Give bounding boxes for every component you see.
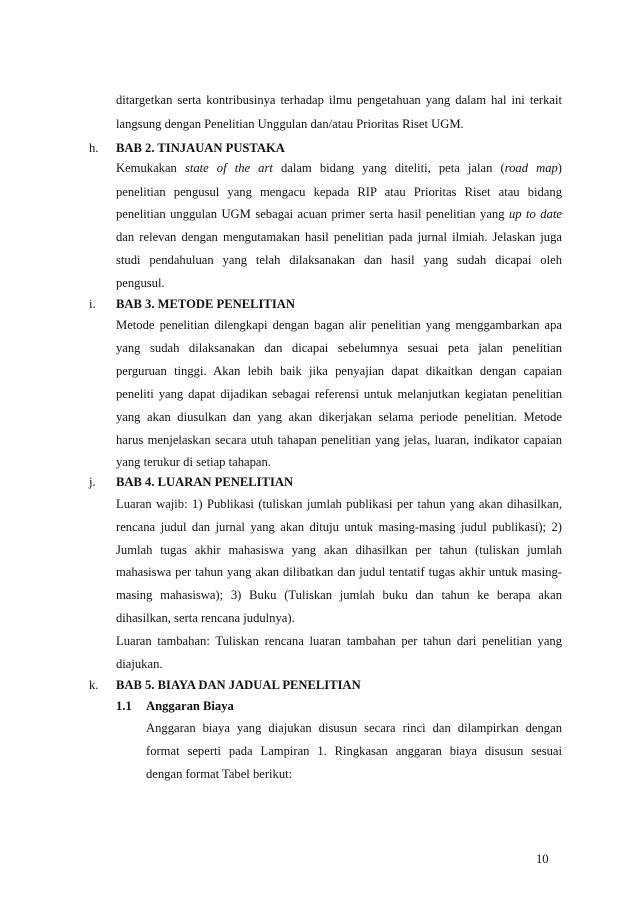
section-heading-bab4: BAB 4. LUARAN PENELITIAN	[116, 475, 294, 489]
section-heading-bab5: BAB 5. BIAYA DAN JADUAL PENELITIAN	[116, 678, 361, 692]
body-text-line: Kemukakan state of the art dalam bidang yang diteliti, peta jalan (road map)	[116, 161, 562, 175]
body-text-line: pengusul.	[116, 276, 165, 290]
body-text-line: perguruan tinggi. Akan lebih baik jika penyajian dapat dikaitkan dengan capaian	[116, 364, 562, 378]
italic-term: state of the art	[184, 161, 273, 175]
subsection-number: 1.1	[116, 699, 132, 713]
body-text-line: harus menjelaskan secara utuh tahapan penelitian yang jelas, luaran, indikator capaian	[116, 433, 562, 447]
body-text-line: yang akan diusulkan dan yang akan dikerjakan selama periode penelitian. Metode	[116, 410, 562, 424]
section-heading-bab3: BAB 3. METODE PENELITIAN	[116, 297, 295, 311]
italic-term: road map	[504, 161, 558, 175]
body-text-line: studi pendahuluan yang telah dilaksanakan dan hasil yang sudah dicapai oleh	[116, 253, 562, 267]
body-text-line: dengan format Tabel berikut:	[146, 767, 293, 781]
body-text-line: dan relevan dengan mengutamakan hasil penelitian pada jurnal ilmiah. Jelaskan juga	[116, 230, 562, 244]
subsection-heading-anggaran: Anggaran Biaya	[146, 699, 234, 713]
body-text-line: diajukan.	[116, 657, 163, 671]
body-text-line: dihasilkan, serta rencana judulnya).	[116, 611, 295, 625]
list-label-k: k.	[89, 678, 99, 692]
body-text-line: Metode penelitian dilengkapi dengan bagan alir penelitian yang menggambarkan apa	[116, 318, 562, 332]
body-text-line: Luaran tambahan: Tuliskan rencana luaran tambahan per tahun dari penelitian yang	[116, 634, 562, 648]
body-text-line: format seperti pada Lampiran 1. Ringkasan anggaran biaya disusun sesuai	[146, 744, 562, 758]
list-label-i: i.	[89, 297, 96, 311]
body-text-line: mahasiswa per tahun yang akan dilibatkan dan judul tentatif tugas akhir untuk masing-	[116, 565, 562, 579]
page-number: 10	[536, 852, 549, 866]
body-text-line: yang sudah dilaksanakan dan dicapai sebelumnya sesuai peta jalan penelitian	[116, 341, 562, 355]
body-text-line: yang terukur di setiap tahapan.	[116, 455, 271, 469]
list-label-j: j.	[89, 475, 96, 489]
body-text-line: masing mahasiswa); 3) Buku (Tuliskan jumlah buku dan tahun ke berapa akan	[116, 588, 562, 602]
list-label-h: h.	[89, 141, 99, 155]
body-text-line: langsung dengan Penelitian Unggulan dan/atau Prioritas Riset UGM.	[116, 117, 464, 131]
body-text-line: peneliti yang dapat dijadikan sebagai referensi untuk melanjutkan kegiatan penelitian	[116, 387, 562, 401]
section-heading-bab2: BAB 2. TINJAUAN PUSTAKA	[116, 141, 285, 155]
body-text-line: ditargetkan serta kontribusinya terhadap ilmu pengetahuan yang dalam hal ini terkait	[116, 93, 562, 107]
body-text-line: penelitian unggulan UGM sebagai acuan primer serta hasil penelitian yang up to date	[116, 207, 562, 221]
italic-term: up to date	[508, 207, 562, 221]
body-text-line: Anggaran biaya yang diajukan disusun secara rinci dan dilampirkan dengan	[146, 721, 562, 735]
body-text-line: Jumlah tugas akhir mahasiswa yang akan dihasilkan per tahun (tuliskan jumlah	[116, 543, 562, 557]
body-text-line: rencana judul dan jurnal yang akan dituju untuk masing-masing judul publikasi); 2)	[116, 520, 562, 534]
body-text-line: penelitian pengusul yang mengacu kepada RIP atau Prioritas Riset atau bidang	[116, 185, 562, 199]
body-text-line: Luaran wajib: 1) Publikasi (tuliskan jumlah publikasi per tahun yang akan dihasilkan,	[116, 497, 562, 511]
